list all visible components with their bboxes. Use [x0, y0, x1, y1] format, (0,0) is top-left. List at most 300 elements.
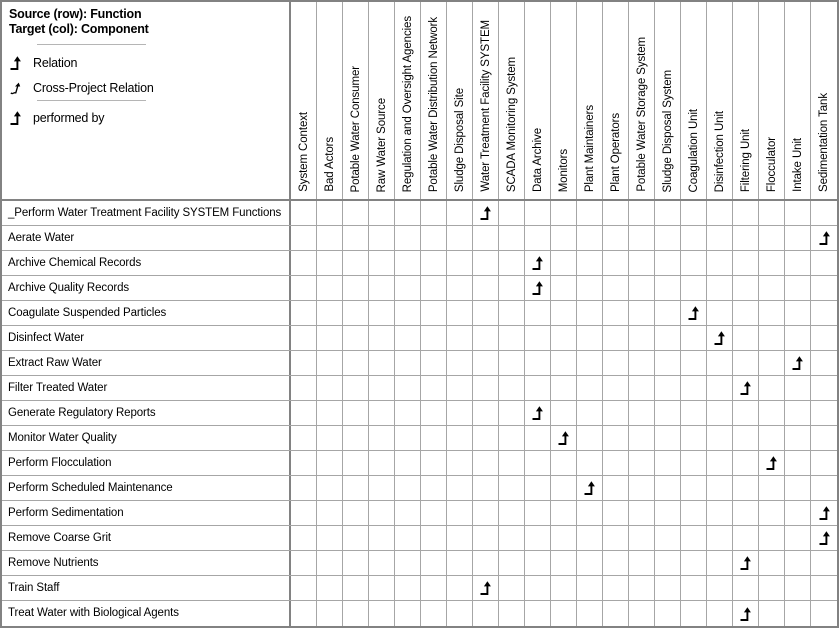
matrix-cell[interactable] — [447, 226, 473, 250]
matrix-cell[interactable] — [655, 576, 681, 600]
matrix-cell[interactable] — [681, 226, 707, 250]
matrix-cell[interactable] — [681, 526, 707, 550]
matrix-cell[interactable] — [707, 451, 733, 475]
matrix-cell[interactable] — [525, 201, 551, 225]
matrix-cell[interactable] — [577, 501, 603, 525]
matrix-cell[interactable] — [655, 326, 681, 350]
column-header[interactable] — [629, 2, 655, 199]
matrix-cell[interactable] — [655, 526, 681, 550]
row-header[interactable]: Archive Chemical Records — [2, 251, 291, 275]
matrix-cell[interactable] — [473, 301, 499, 325]
relation-cell[interactable] — [785, 351, 811, 375]
matrix-cell[interactable] — [291, 601, 317, 626]
column-header[interactable] — [733, 2, 759, 199]
matrix-cell[interactable] — [369, 251, 395, 275]
matrix-cell[interactable] — [395, 326, 421, 350]
matrix-cell[interactable] — [473, 401, 499, 425]
matrix-cell[interactable] — [421, 526, 447, 550]
matrix-cell[interactable] — [525, 426, 551, 450]
matrix-cell[interactable] — [785, 201, 811, 225]
row-header[interactable]: Remove Coarse Grit — [2, 526, 291, 550]
relation-cell[interactable] — [811, 501, 837, 525]
matrix-cell[interactable] — [499, 501, 525, 525]
matrix-cell[interactable] — [629, 426, 655, 450]
matrix-cell[interactable] — [395, 351, 421, 375]
matrix-cell[interactable] — [369, 601, 395, 626]
matrix-cell[interactable] — [343, 501, 369, 525]
matrix-cell[interactable] — [603, 551, 629, 575]
matrix-cell[interactable] — [343, 551, 369, 575]
row-header[interactable]: Train Staff — [2, 576, 291, 600]
matrix-cell[interactable] — [759, 251, 785, 275]
matrix-cell[interactable] — [395, 476, 421, 500]
matrix-cell[interactable] — [629, 276, 655, 300]
matrix-cell[interactable] — [655, 501, 681, 525]
matrix-cell[interactable] — [343, 576, 369, 600]
matrix-cell[interactable] — [473, 276, 499, 300]
matrix-cell[interactable] — [629, 526, 655, 550]
matrix-cell[interactable] — [759, 501, 785, 525]
matrix-cell[interactable] — [317, 401, 343, 425]
matrix-cell[interactable] — [707, 301, 733, 325]
matrix-cell[interactable] — [603, 326, 629, 350]
matrix-cell[interactable] — [577, 451, 603, 475]
matrix-cell[interactable] — [499, 251, 525, 275]
relation-cell[interactable] — [525, 251, 551, 275]
matrix-cell[interactable] — [655, 426, 681, 450]
matrix-cell[interactable] — [603, 501, 629, 525]
matrix-cell[interactable] — [577, 226, 603, 250]
relation-cell[interactable] — [733, 601, 759, 626]
row-header[interactable]: Perform Scheduled Maintenance — [2, 476, 291, 500]
matrix-cell[interactable] — [317, 476, 343, 500]
column-header[interactable] — [785, 2, 811, 199]
matrix-cell[interactable] — [577, 576, 603, 600]
matrix-cell[interactable] — [707, 526, 733, 550]
matrix-cell[interactable] — [343, 301, 369, 325]
matrix-cell[interactable] — [811, 551, 837, 575]
matrix-cell[interactable] — [785, 226, 811, 250]
matrix-cell[interactable] — [681, 451, 707, 475]
matrix-cell[interactable] — [681, 401, 707, 425]
matrix-cell[interactable] — [785, 451, 811, 475]
matrix-cell[interactable] — [447, 451, 473, 475]
row-header[interactable]: Filter Treated Water — [2, 376, 291, 400]
column-header[interactable] — [421, 2, 447, 199]
matrix-cell[interactable] — [577, 551, 603, 575]
matrix-cell[interactable] — [785, 526, 811, 550]
matrix-cell[interactable] — [655, 201, 681, 225]
row-header[interactable]: Perform Flocculation — [2, 451, 291, 475]
matrix-cell[interactable] — [629, 351, 655, 375]
matrix-cell[interactable] — [759, 351, 785, 375]
matrix-cell[interactable] — [551, 551, 577, 575]
matrix-cell[interactable] — [811, 251, 837, 275]
matrix-cell[interactable] — [603, 476, 629, 500]
matrix-cell[interactable] — [291, 201, 317, 225]
matrix-cell[interactable] — [603, 276, 629, 300]
matrix-cell[interactable] — [343, 326, 369, 350]
matrix-cell[interactable] — [395, 226, 421, 250]
matrix-cell[interactable] — [447, 251, 473, 275]
row-header[interactable]: Coagulate Suspended Particles — [2, 301, 291, 325]
matrix-cell[interactable] — [395, 601, 421, 626]
matrix-cell[interactable] — [551, 376, 577, 400]
matrix-cell[interactable] — [785, 276, 811, 300]
matrix-cell[interactable] — [811, 426, 837, 450]
matrix-cell[interactable] — [473, 426, 499, 450]
matrix-cell[interactable] — [473, 526, 499, 550]
matrix-cell[interactable] — [551, 526, 577, 550]
matrix-cell[interactable] — [707, 376, 733, 400]
matrix-cell[interactable] — [447, 576, 473, 600]
matrix-cell[interactable] — [551, 301, 577, 325]
matrix-cell[interactable] — [629, 201, 655, 225]
matrix-cell[interactable] — [785, 476, 811, 500]
column-header[interactable] — [811, 2, 837, 199]
matrix-cell[interactable] — [291, 351, 317, 375]
matrix-cell[interactable] — [447, 501, 473, 525]
matrix-cell[interactable] — [629, 601, 655, 626]
matrix-cell[interactable] — [785, 251, 811, 275]
matrix-cell[interactable] — [603, 251, 629, 275]
matrix-cell[interactable] — [291, 576, 317, 600]
matrix-cell[interactable] — [551, 351, 577, 375]
matrix-cell[interactable] — [733, 276, 759, 300]
column-header[interactable] — [655, 2, 681, 199]
matrix-cell[interactable] — [785, 301, 811, 325]
matrix-cell[interactable] — [395, 301, 421, 325]
matrix-cell[interactable] — [681, 501, 707, 525]
matrix-cell[interactable] — [343, 201, 369, 225]
matrix-cell[interactable] — [655, 376, 681, 400]
relation-cell[interactable] — [733, 551, 759, 575]
matrix-cell[interactable] — [707, 401, 733, 425]
matrix-cell[interactable] — [785, 551, 811, 575]
matrix-cell[interactable] — [421, 351, 447, 375]
matrix-cell[interactable] — [681, 251, 707, 275]
matrix-cell[interactable] — [525, 451, 551, 475]
matrix-cell[interactable] — [733, 351, 759, 375]
matrix-cell[interactable] — [473, 326, 499, 350]
column-header[interactable] — [603, 2, 629, 199]
matrix-cell[interactable] — [655, 601, 681, 626]
matrix-cell[interactable] — [551, 601, 577, 626]
matrix-cell[interactable] — [655, 251, 681, 275]
matrix-cell[interactable] — [343, 526, 369, 550]
matrix-cell[interactable] — [551, 251, 577, 275]
matrix-cell[interactable] — [655, 476, 681, 500]
matrix-cell[interactable] — [473, 476, 499, 500]
matrix-cell[interactable] — [629, 326, 655, 350]
matrix-cell[interactable] — [499, 226, 525, 250]
matrix-cell[interactable] — [447, 301, 473, 325]
matrix-cell[interactable] — [759, 226, 785, 250]
matrix-cell[interactable] — [629, 451, 655, 475]
matrix-cell[interactable] — [811, 201, 837, 225]
matrix-cell[interactable] — [369, 476, 395, 500]
matrix-cell[interactable] — [421, 476, 447, 500]
matrix-cell[interactable] — [317, 501, 343, 525]
matrix-cell[interactable] — [655, 401, 681, 425]
matrix-cell[interactable] — [759, 551, 785, 575]
matrix-cell[interactable] — [317, 251, 343, 275]
matrix-cell[interactable] — [447, 276, 473, 300]
relation-cell[interactable] — [525, 276, 551, 300]
matrix-cell[interactable] — [473, 376, 499, 400]
matrix-cell[interactable] — [369, 276, 395, 300]
matrix-cell[interactable] — [525, 551, 551, 575]
matrix-cell[interactable] — [447, 426, 473, 450]
column-header[interactable] — [395, 2, 421, 199]
matrix-cell[interactable] — [395, 526, 421, 550]
matrix-cell[interactable] — [811, 351, 837, 375]
matrix-cell[interactable] — [317, 376, 343, 400]
matrix-cell[interactable] — [707, 351, 733, 375]
row-header[interactable]: Perform Sedimentation — [2, 501, 291, 525]
matrix-cell[interactable] — [473, 501, 499, 525]
matrix-cell[interactable] — [603, 351, 629, 375]
row-header[interactable]: _Perform Water Treatment Facility SYSTEM Functions — [2, 201, 291, 225]
matrix-cell[interactable] — [291, 276, 317, 300]
matrix-cell[interactable] — [733, 451, 759, 475]
matrix-cell[interactable] — [291, 526, 317, 550]
matrix-cell[interactable] — [577, 351, 603, 375]
matrix-cell[interactable] — [577, 426, 603, 450]
matrix-cell[interactable] — [369, 426, 395, 450]
matrix-cell[interactable] — [447, 401, 473, 425]
matrix-cell[interactable] — [447, 476, 473, 500]
matrix-cell[interactable] — [343, 426, 369, 450]
relation-cell[interactable] — [681, 301, 707, 325]
matrix-cell[interactable] — [681, 426, 707, 450]
matrix-cell[interactable] — [421, 226, 447, 250]
matrix-cell[interactable] — [343, 251, 369, 275]
matrix-cell[interactable] — [759, 476, 785, 500]
matrix-cell[interactable] — [733, 201, 759, 225]
matrix-cell[interactable] — [655, 301, 681, 325]
matrix-cell[interactable] — [395, 551, 421, 575]
matrix-cell[interactable] — [525, 376, 551, 400]
column-header[interactable] — [551, 2, 577, 199]
matrix-cell[interactable] — [655, 226, 681, 250]
matrix-cell[interactable] — [785, 426, 811, 450]
matrix-cell[interactable] — [473, 451, 499, 475]
matrix-cell[interactable] — [811, 451, 837, 475]
matrix-cell[interactable] — [499, 326, 525, 350]
matrix-cell[interactable] — [577, 401, 603, 425]
matrix-cell[interactable] — [733, 226, 759, 250]
matrix-cell[interactable] — [655, 451, 681, 475]
matrix-cell[interactable] — [447, 326, 473, 350]
matrix-cell[interactable] — [733, 251, 759, 275]
matrix-cell[interactable] — [421, 326, 447, 350]
matrix-cell[interactable] — [759, 201, 785, 225]
matrix-cell[interactable] — [499, 276, 525, 300]
row-header[interactable]: Monitor Water Quality — [2, 426, 291, 450]
matrix-cell[interactable] — [317, 326, 343, 350]
matrix-cell[interactable] — [525, 526, 551, 550]
matrix-cell[interactable] — [811, 476, 837, 500]
matrix-cell[interactable] — [447, 376, 473, 400]
matrix-cell[interactable] — [603, 401, 629, 425]
matrix-cell[interactable] — [681, 551, 707, 575]
matrix-cell[interactable] — [525, 576, 551, 600]
matrix-cell[interactable] — [395, 251, 421, 275]
column-header[interactable] — [681, 2, 707, 199]
matrix-cell[interactable] — [421, 551, 447, 575]
matrix-cell[interactable] — [785, 601, 811, 626]
matrix-cell[interactable] — [473, 551, 499, 575]
matrix-cell[interactable] — [759, 601, 785, 626]
matrix-cell[interactable] — [447, 201, 473, 225]
matrix-cell[interactable] — [707, 501, 733, 525]
matrix-cell[interactable] — [395, 201, 421, 225]
matrix-cell[interactable] — [421, 301, 447, 325]
matrix-cell[interactable] — [551, 451, 577, 475]
matrix-cell[interactable] — [577, 301, 603, 325]
column-header[interactable] — [447, 2, 473, 199]
matrix-cell[interactable] — [629, 376, 655, 400]
matrix-cell[interactable] — [343, 601, 369, 626]
matrix-cell[interactable] — [395, 451, 421, 475]
matrix-cell[interactable] — [811, 326, 837, 350]
relation-cell[interactable] — [473, 201, 499, 225]
matrix-cell[interactable] — [707, 251, 733, 275]
matrix-cell[interactable] — [291, 426, 317, 450]
relation-cell[interactable] — [811, 226, 837, 250]
matrix-cell[interactable] — [317, 351, 343, 375]
matrix-cell[interactable] — [811, 576, 837, 600]
matrix-cell[interactable] — [499, 301, 525, 325]
matrix-cell[interactable] — [395, 276, 421, 300]
matrix-cell[interactable] — [369, 376, 395, 400]
matrix-cell[interactable] — [291, 226, 317, 250]
matrix-cell[interactable] — [317, 451, 343, 475]
relation-cell[interactable] — [707, 326, 733, 350]
matrix-cell[interactable] — [733, 476, 759, 500]
matrix-cell[interactable] — [369, 226, 395, 250]
matrix-cell[interactable] — [421, 201, 447, 225]
column-header[interactable] — [473, 2, 499, 199]
matrix-cell[interactable] — [343, 401, 369, 425]
matrix-cell[interactable] — [343, 476, 369, 500]
matrix-cell[interactable] — [577, 251, 603, 275]
matrix-cell[interactable] — [681, 276, 707, 300]
matrix-cell[interactable] — [317, 601, 343, 626]
matrix-cell[interactable] — [811, 376, 837, 400]
column-header[interactable] — [499, 2, 525, 199]
matrix-cell[interactable] — [733, 326, 759, 350]
matrix-cell[interactable] — [759, 326, 785, 350]
matrix-cell[interactable] — [681, 326, 707, 350]
matrix-cell[interactable] — [421, 451, 447, 475]
matrix-cell[interactable] — [499, 376, 525, 400]
matrix-cell[interactable] — [317, 201, 343, 225]
matrix-cell[interactable] — [499, 526, 525, 550]
column-header[interactable] — [525, 2, 551, 199]
matrix-cell[interactable] — [317, 576, 343, 600]
matrix-cell[interactable] — [811, 276, 837, 300]
relation-cell[interactable] — [733, 376, 759, 400]
matrix-cell[interactable] — [707, 601, 733, 626]
matrix-cell[interactable] — [733, 301, 759, 325]
matrix-cell[interactable] — [317, 301, 343, 325]
matrix-cell[interactable] — [369, 401, 395, 425]
matrix-cell[interactable] — [551, 226, 577, 250]
matrix-cell[interactable] — [369, 351, 395, 375]
matrix-cell[interactable] — [551, 501, 577, 525]
matrix-cell[interactable] — [707, 576, 733, 600]
matrix-cell[interactable] — [499, 476, 525, 500]
column-header[interactable] — [707, 2, 733, 199]
matrix-cell[interactable] — [733, 501, 759, 525]
matrix-cell[interactable] — [577, 526, 603, 550]
matrix-cell[interactable] — [551, 401, 577, 425]
matrix-cell[interactable] — [369, 576, 395, 600]
matrix-cell[interactable] — [343, 351, 369, 375]
matrix-cell[interactable] — [577, 201, 603, 225]
matrix-cell[interactable] — [577, 276, 603, 300]
matrix-cell[interactable] — [785, 326, 811, 350]
relation-cell[interactable] — [551, 426, 577, 450]
matrix-cell[interactable] — [551, 476, 577, 500]
matrix-cell[interactable] — [395, 376, 421, 400]
column-header[interactable] — [577, 2, 603, 199]
matrix-cell[interactable] — [395, 501, 421, 525]
matrix-cell[interactable] — [473, 251, 499, 275]
matrix-cell[interactable] — [421, 276, 447, 300]
relation-cell[interactable] — [473, 576, 499, 600]
matrix-cell[interactable] — [603, 301, 629, 325]
matrix-cell[interactable] — [681, 376, 707, 400]
matrix-cell[interactable] — [525, 351, 551, 375]
matrix-cell[interactable] — [317, 276, 343, 300]
matrix-cell[interactable] — [681, 476, 707, 500]
matrix-cell[interactable] — [291, 451, 317, 475]
matrix-cell[interactable] — [369, 326, 395, 350]
relation-cell[interactable] — [759, 451, 785, 475]
matrix-cell[interactable] — [785, 501, 811, 525]
matrix-cell[interactable] — [629, 551, 655, 575]
relation-cell[interactable] — [811, 526, 837, 550]
matrix-cell[interactable] — [291, 301, 317, 325]
matrix-cell[interactable] — [499, 426, 525, 450]
matrix-cell[interactable] — [473, 351, 499, 375]
matrix-cell[interactable] — [811, 401, 837, 425]
matrix-cell[interactable] — [369, 201, 395, 225]
matrix-cell[interactable] — [577, 376, 603, 400]
column-header[interactable] — [291, 2, 317, 199]
matrix-cell[interactable] — [733, 526, 759, 550]
column-header[interactable] — [369, 2, 395, 199]
matrix-cell[interactable] — [499, 551, 525, 575]
matrix-cell[interactable] — [707, 226, 733, 250]
matrix-cell[interactable] — [629, 226, 655, 250]
row-header[interactable]: Treat Water with Biological Agents — [2, 601, 291, 626]
matrix-cell[interactable] — [629, 501, 655, 525]
matrix-cell[interactable] — [811, 601, 837, 626]
matrix-cell[interactable] — [603, 526, 629, 550]
matrix-cell[interactable] — [395, 576, 421, 600]
matrix-cell[interactable] — [733, 401, 759, 425]
row-header[interactable]: Disinfect Water — [2, 326, 291, 350]
matrix-cell[interactable] — [291, 476, 317, 500]
matrix-cell[interactable] — [759, 376, 785, 400]
matrix-cell[interactable] — [681, 601, 707, 626]
row-header[interactable]: Generate Regulatory Reports — [2, 401, 291, 425]
matrix-cell[interactable] — [629, 576, 655, 600]
